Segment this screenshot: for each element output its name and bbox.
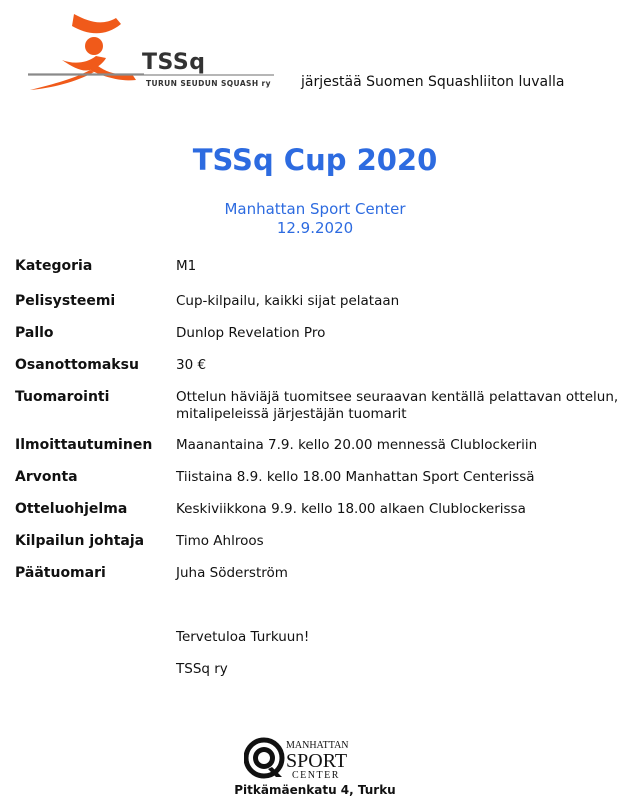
organizer-note: järjestää Suomen Squashliiton luvalla: [301, 74, 565, 90]
detail-label: Kategoria: [15, 258, 93, 274]
logo-line-sport: SPORT: [286, 750, 348, 772]
detail-value: Juha Söderström: [176, 565, 288, 581]
venue-address: Pitkämäenkatu 4, Turku: [234, 783, 396, 797]
detail-value-continued: mitalipeleissä järjestäjän tuomarit: [176, 406, 407, 422]
event-title: TSSq Cup 2020: [192, 143, 438, 177]
logo-line-center: CENTER: [292, 770, 340, 781]
detail-value: 30 €: [176, 357, 207, 373]
detail-label: Tuomarointi: [15, 389, 110, 405]
detail-label: Pelisysteemi: [15, 293, 116, 309]
detail-label: Kilpailun johtaja: [15, 533, 145, 549]
closing-greeting: Tervetuloa Turkuun!: [176, 629, 310, 645]
detail-label: Osanottomaksu: [15, 357, 139, 373]
detail-label: Pallo: [15, 325, 54, 341]
logo-line-manhattan: MANHATTAN: [286, 740, 349, 751]
header: [0, 0, 630, 110]
detail-value: Timo Ahlroos: [176, 533, 264, 549]
logo-subtitle: TURUN SEUDUN SQUASH ry: [146, 79, 271, 88]
detail-value: Keskiviikkona 9.9. kello 18.00 alkaen Clublockerissa: [176, 501, 526, 517]
detail-label: Arvonta: [15, 469, 78, 485]
tssq-logo-figure-icon: [24, 12, 144, 94]
closing-signature: TSSq ry: [176, 661, 228, 677]
event-venue: Manhattan Sport Center: [224, 200, 406, 218]
detail-label: Päätuomari: [15, 565, 106, 581]
detail-value: Tiistaina 8.9. kello 18.00 Manhattan Sport Centerissä: [176, 469, 535, 485]
detail-value: Dunlop Revelation Pro: [176, 325, 326, 341]
detail-label: Ilmoittautuminen: [15, 437, 153, 453]
detail-value: Cup-kilpailu, kaikki sijat pelataan: [176, 293, 400, 309]
detail-value: Ottelun häviäjä tuomitsee seuraavan kentällä pelattavan ottelun,: [176, 389, 619, 405]
event-date: 12.9.2020: [276, 219, 354, 237]
logo-name: TSSq: [142, 50, 206, 75]
manhattan-sport-center-logo: [244, 734, 374, 782]
detail-value: M1: [176, 258, 197, 274]
detail-value: Maanantaina 7.9. kello 20.00 mennessä Clublockeriin: [176, 437, 538, 453]
detail-label: Otteluohjelma: [15, 501, 128, 517]
